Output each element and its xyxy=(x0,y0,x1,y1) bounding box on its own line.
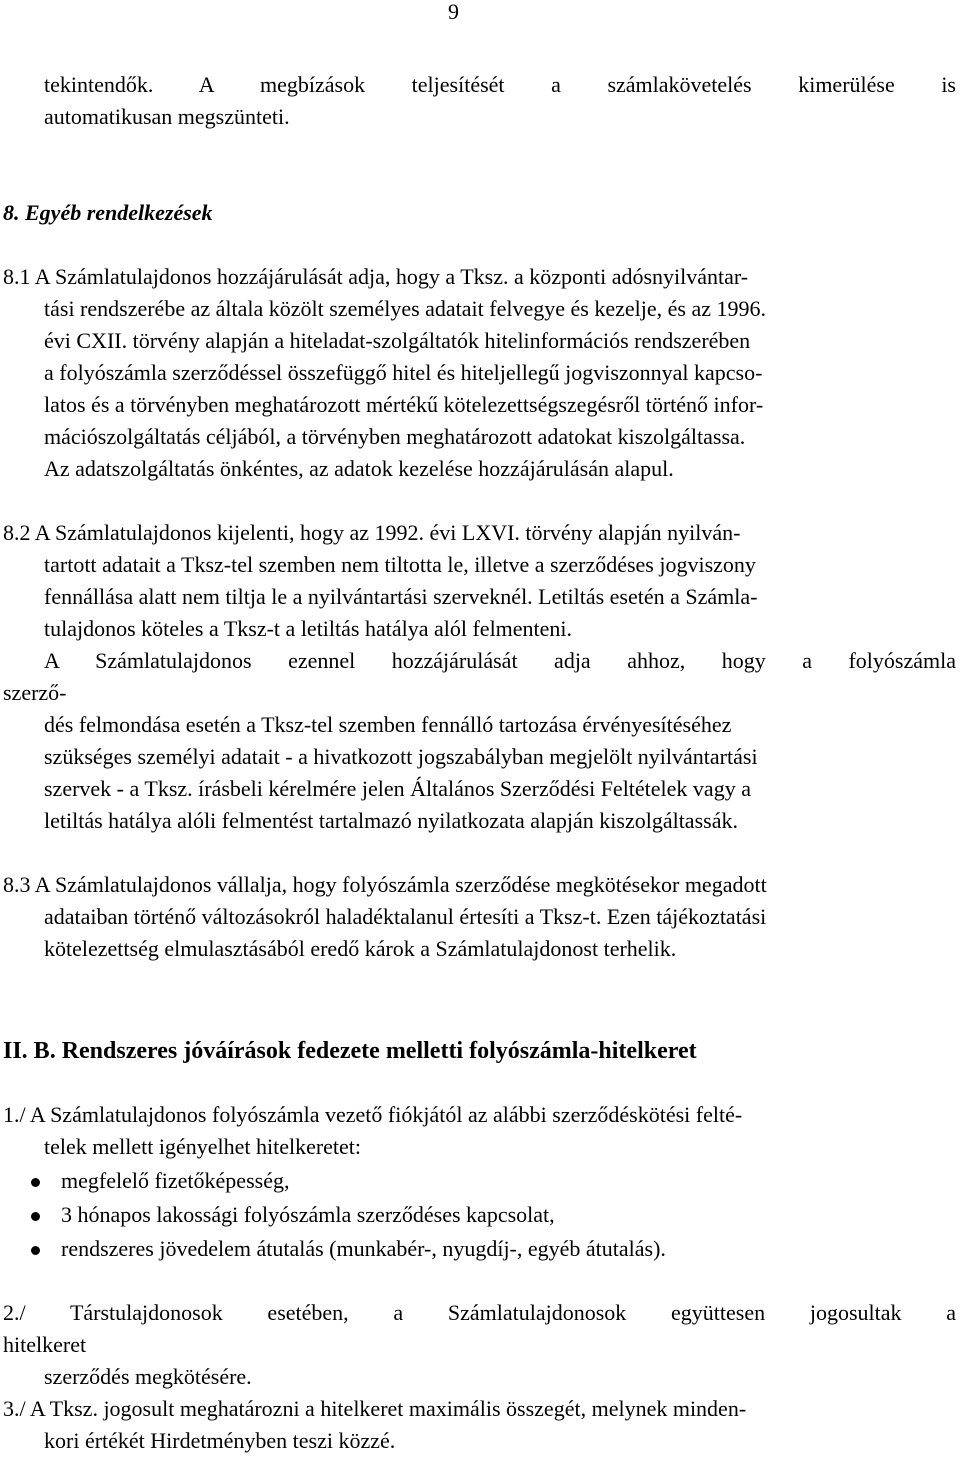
text-line: tulajdonos köteles a Tksz-t a letiltás hatálya alól felmenteni. xyxy=(44,616,573,641)
text-line: Az adatszolgáltatás önkéntes, az adatok kezelése hozzájárulásán alapul. xyxy=(44,456,674,481)
list-item: 3 hónapos lakossági folyószámla szerződéses kapcsolat, xyxy=(61,1202,555,1227)
text-line: tartott adatait a Tksz-tel szemben nem tiltotta le, illetve a szerződéses jogviszony xyxy=(44,552,756,577)
list-item: rendszeres jövedelem átutalás (munkabér-, nyugdíj-, egyéb átutalás). xyxy=(61,1236,666,1261)
text-line: automatikusan megszünteti. xyxy=(44,104,290,129)
text-line: a folyószámla szerződéssel összefüggő hitel és hiteljellegű jogviszonnyal kapcso- xyxy=(44,360,763,385)
text-line: tási rendszerébe az általa közölt személyes adatait felvegye és kezelje, és az 1996. xyxy=(44,296,766,321)
text-line: kori értékét Hirdetményben teszi közzé. xyxy=(44,1428,396,1453)
text-line: adataiban történő változásokról haladéktalanul értesíti a Tksz-t. Ezen tájékoztatási xyxy=(44,904,767,929)
bullet-icon xyxy=(31,1212,40,1221)
text-line: évi CXII. törvény alapján a hiteladat-szolgáltatók hitelinformációs rendszerében xyxy=(44,328,751,353)
text-line: kötelezettség elmulasztásából eredő károk a Számlatulajdonost terhelik. xyxy=(44,936,677,961)
text-line: dés felmondása esetén a Tksz-tel szemben fennálló tartozása érvényesítéséhez xyxy=(44,712,732,737)
page-number: 9 xyxy=(448,0,459,24)
text-line: 3./ A Tksz. jogosult meghatározni a hitelkeret maximális összegét, melynek minden- xyxy=(3,1396,747,1421)
text-line: 8.3 A Számlatulajdonos vállalja, hogy folyószámla szerződése megkötésekor megadott xyxy=(3,872,767,897)
text-line: tekintendők. A megbízások teljesítését a számlakövetelés kimerülése is xyxy=(44,72,956,97)
text-line: szerző- xyxy=(3,680,67,705)
text-line: 1./ A Számlatulajdonos folyószámla vezető fiókjától az alábbi szerződéskötési felté- xyxy=(3,1102,743,1127)
text-line: mációszolgáltatás céljából, a törvényben meghatározott adatokat kiszolgáltassa. xyxy=(44,424,746,449)
text-line: szervek - a Tksz. írásbeli kérelmére jelen Általános Szerződési Feltételek vagy a xyxy=(44,776,751,801)
text-line: letiltás hatálya alóli felmentést tartalmazó nyilatkozata alapján kiszolgáltassák. xyxy=(44,808,738,833)
section-heading: 8. Egyéb rendelkezések xyxy=(3,200,213,225)
text-line: szerződés megkötésére. xyxy=(44,1364,252,1389)
text-line: 8.2 A Számlatulajdonos kijelenti, hogy az 1992. évi LXVI. törvény alapján nyilván- xyxy=(3,520,741,545)
text-line: 2./ Társtulajdonosok esetében, a Számlatulajdonosok együttesen jogosultak a xyxy=(3,1300,956,1325)
section-heading: II. B. Rendszeres jóváírások fedezete melletti folyószámla-hitelkeret xyxy=(3,1038,697,1064)
text-line: A Számlatulajdonos ezennel hozzájárulását adja ahhoz, hogy a folyószámla xyxy=(44,648,956,673)
bullet-icon xyxy=(31,1246,40,1255)
bullet-icon xyxy=(31,1178,40,1187)
text-line: hitelkeret xyxy=(3,1332,87,1357)
text-line: fennállása alatt nem tiltja le a nyilvántartási szerveknél. Letiltás esetén a Számla- xyxy=(44,584,758,609)
text-line: telek mellett igényelhet hitelkeretet: xyxy=(44,1134,362,1159)
text-line: szükséges személyi adatait - a hivatkozott jogszabályban megjelölt nyilvántartási xyxy=(44,744,758,769)
list-item: megfelelő fizetőképesség, xyxy=(61,1168,290,1193)
text-line: 8.1 A Számlatulajdonos hozzájárulását adja, hogy a Tksz. a központi adósnyilvántar- xyxy=(3,264,749,289)
text-line: latos és a törvényben meghatározott mértékű kötelezettségszegésről történő infor- xyxy=(44,392,764,417)
